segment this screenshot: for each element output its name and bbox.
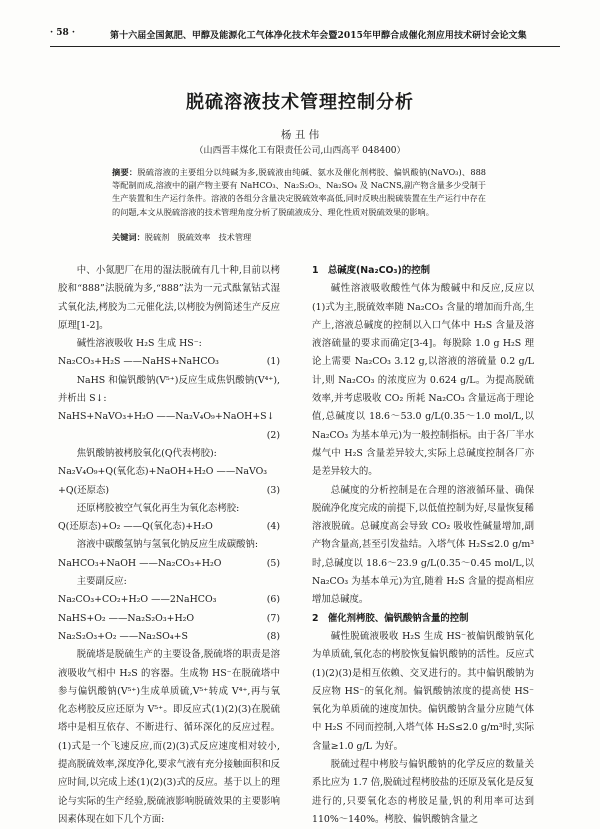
- equation-number: (7): [266, 612, 280, 624]
- abstract-text: 脱硫溶液的主要组分以纯碱为多,脱硫液由纯碱、氨水及催化剂栲胶、偏钒酸钠(NaVO₃)、888 等配制而成,溶液中的副产物主要有 NaHCO₃、Na₂S₂O₃、Na₂SO₄ 及 NaCNS,副产物含量多少受制于生产装置和生产运行条件。溶液的各组分含量决定脱硫效率高低,同时反映出脱硫装置在生产运行中存在的问题,本文从脱硫溶液的技术管理角度分析了脱硫液成分、理化性质对脱硫效果的影响。: [112, 167, 486, 217]
- equation-formula: Na₂V₄O₉+Q(氧化态)+NaOH+H₂O ——NaVO₃: [58, 466, 268, 478]
- abstract: [112, 166, 486, 219]
- equation-number: (4): [266, 521, 280, 533]
- equation-number: (1): [266, 356, 280, 368]
- equation: [58, 628, 280, 646]
- paragraph: 还原栲胶被空气氧化再生为氧化态栲胶:: [76, 502, 240, 514]
- affiliation: （山西晋丰煤化工有限责任公司,山西高平 048400）: [194, 146, 406, 156]
- paragraph: 脱硫塔是脱硫生产的主要设备,脱硫塔的职责是溶液吸收气相中 H₂S 的容器。生成物 HS⁻在脱硫塔中参与偏钒酸钠(V⁵⁺)生成单质硫,V⁵⁺转成 V⁴⁺,再与氧化态栲胶反应还原为 V⁵⁺。即反应式(1)(2)(3)在脱硫塔中是相互依存、不断进行、循环深化的反应过程。(1)式是一个飞速反应,而(2)(3)式反应速度相对较小,提高脱硫效率,深度净化,要求气液有充分接触面积和反应时间,以完成上述(1)(2)(3)式的反应。基于以上的理论与实际的生产经验,脱硫液影响脱硫效果的主要影响因素体现在如下几个方面:: [58, 649, 280, 825]
- paragraph: 碱性溶液吸收 H₂S 生成 HS⁻:: [76, 338, 202, 350]
- journal-title: 第十六届全国氮肥、甲醇及能源化工气体净化技术年会暨2015年甲醇合成催化剂应用技术研讨会论文集: [110, 31, 527, 41]
- equation-number: [276, 463, 280, 481]
- equation: [58, 518, 280, 536]
- paragraph: 碱性脱硫液吸收 H₂S 生成 HS⁻被偏钒酸钠氧化为单质硫,氧化态的栲胶恢复偏钒酸钠的活性。反应式(1)(2)(3)是相互依赖、交叉进行的。其中偏钒酸钠为反应物 HS⁻的氧化剂。偏钒酸钠浓度的提高使 HS⁻氧化为单质硫的速度加快。偏钒酸钠含量分应随气体中 H₂S 不同而控制,入塔气体 H₂S≤2.0 g/m³时,实际含量≥1.0 g/L 为好。: [312, 630, 534, 752]
- equation-formula: NaHCO₃+NaOH ——Na₂CO₃+H₂O: [58, 557, 222, 569]
- equation: [58, 463, 280, 481]
- running-header: [50, 28, 560, 44]
- paragraph: 脱硫过程中栲胶与偏钒酸钠的化学反应的数量关系比应为 1.7 倍,脱硫过程栲胶盐的还原及氧化是反复进行的,只要氧化态的栲胶足量,钒的利用率可达到 110%～140%。栲胶、偏钒酸钠含量之: [312, 759, 534, 825]
- equation: [58, 555, 280, 573]
- page-number: · 58 ·: [50, 28, 76, 38]
- equation-number: (3): [266, 484, 280, 496]
- equation: [58, 591, 280, 609]
- equation: [58, 353, 280, 371]
- article-title: 脱硫溶液技术管理控制分析: [186, 92, 414, 113]
- equation-formula: NaHS+NaVO₃+H₂O ——Na₂V₄O₉+NaOH+S↓: [58, 411, 275, 423]
- equation-formula: Q(还原态)+O₂ ——Q(氧化态)+H₂O: [58, 521, 213, 533]
- equation-formula: Na₂S₂O₃+O₂ ——Na₂SO₄+S: [58, 630, 188, 642]
- paragraph: 主要副反应:: [76, 576, 127, 588]
- abstract-label: 摘要：: [112, 167, 138, 177]
- equation-number: [276, 408, 280, 426]
- paragraph: 总碱度的分析控制是在合理的溶液循环量、确保脱硫净化度完成的前提下,以低值控制为好,尽量恢复稀溶液脱硫。总碱度高会导致 CO₂ 吸收性碱量增加,副产物含量高,甚至引发盐结。入塔气体 H₂S≤2.0 g/m³时,总碱度以 18.6～23.9 g/L(0.35～0.45 mol/L,以 Na₂CO₃ 为基本单元)为宜,随着 H₂S 含量的提高相应增加总碱度。: [312, 484, 534, 606]
- keywords-label: 关键词：: [112, 232, 145, 242]
- keywords: [112, 232, 486, 243]
- right-column: [312, 262, 534, 829]
- paragraph: 焦钒酸钠被栲胶氧化(Q代表栲胶):: [76, 447, 217, 459]
- section-heading: 2 催化剂栲胶、偏钒酸钠含量的控制: [312, 612, 469, 624]
- equation-formula: +Q(还原态): [58, 484, 109, 496]
- paragraph: 碱性溶液吸收酸性气体为酸碱中和反应,反应以(1)式为主,脱硫效率随 Na₂CO₃ 含量的增加而升高,生产上,溶液总碱度的控制以入口气体中 H₂S 含量及溶液溶硫量的要求而确定[3-4]。每脱除 1.0 g H₂S 理论上需要 Na₂CO₃ 3.12 g,以溶液的溶硫量 0.2 g/L 计,则 Na₂CO₃ 的浓度应为 0.624 g/L。为提高脱硫效率,并考虑吸收 CO₂ 所耗 Na₂CO₃ 含量远高于理论值,总碱度以 18.6～53.0 g/L(0.35～1.0 mol/L,以 Na₂CO₃ 为基本单元)为一般控制指标。由于各厂半水煤气中 H₂S 含量差异较大,实际上总碱度控制各厂亦是差异较大的。: [312, 283, 534, 478]
- equation: [58, 408, 280, 426]
- equation-formula: Na₂CO₃+H₂S ——NaHS+NaHCO₃: [58, 356, 219, 368]
- paragraph: NaHS 和偏钒酸钠(V⁵⁺)反应生成焦钒酸钠(V⁴⁺),并析出 S↓:: [58, 374, 280, 405]
- equation-number: (8): [266, 630, 280, 642]
- left-column: [58, 262, 280, 829]
- equation: [58, 610, 280, 628]
- paragraph: 中、小氮肥厂在用的湿法脱硫有几十种,目前以栲胶和“888”法脱硫为多,“888”法为一元式酞氰钴式湿式氧化法,栲胶为二元催化法,以栲胶为例简述生产反应原理[1-2]。: [58, 265, 280, 331]
- equation-number: (5): [266, 557, 280, 569]
- equation: [58, 427, 280, 445]
- header-rule: [50, 46, 560, 47]
- section-heading: 1 总碱度(Na₂CO₃)的控制: [312, 265, 430, 276]
- equation-formula: Na₂CO₃+CO₂+H₂O ——2NaHCO₃: [58, 594, 217, 606]
- equation-number: (6): [266, 594, 280, 606]
- paragraph: 溶液中碳酸氢钠与氢氧化钠反应生成碳酸钠:: [76, 539, 259, 551]
- author: 杨 丑 伟: [280, 129, 320, 141]
- equation-formula: NaHS+O₂ ——Na₂S₂O₃+H₂O: [58, 612, 195, 624]
- keywords-text: 脱硫剂 脱硫效率 技术管理: [144, 232, 252, 242]
- equation-number: (2): [266, 429, 280, 441]
- equation: [58, 482, 280, 500]
